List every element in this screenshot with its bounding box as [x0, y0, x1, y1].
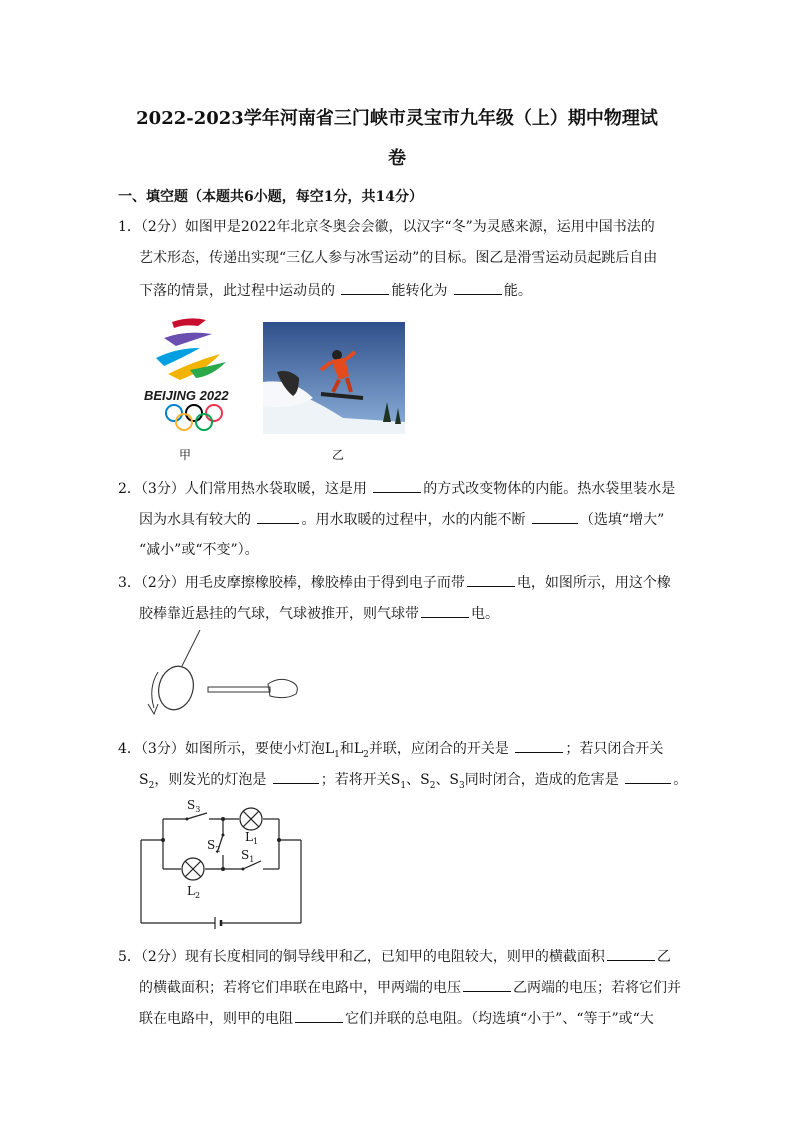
- answer-blank[interactable]: [467, 572, 515, 587]
- page-title-line2: 卷: [388, 148, 406, 169]
- question-text: 如图甲是2022年北京冬奥会会徽，以汉字“冬”为灵感来源，运用中国书法的: [184, 219, 655, 235]
- subscript: 1: [334, 749, 340, 760]
- question-text: 联在电路中，则甲的电阻: [139, 1011, 293, 1027]
- motion-arc: [152, 672, 158, 708]
- question-4-line1: [118, 738, 663, 765]
- label-l1: $L_1$: [245, 830, 259, 846]
- question-1-line2: 艺术形态，传递出实现“三亿人参与冰雪运动”的目标。图乙是滑雪运动员起跳后自由: [139, 250, 658, 266]
- question-text: （选填“增大”: [579, 512, 665, 528]
- balloon-icon: [154, 662, 198, 713]
- question-text: 如图所示，要使小灯泡L: [184, 741, 335, 757]
- label-s2: $S_2$: [207, 838, 221, 854]
- question-text: 乙: [656, 949, 671, 965]
- page-title: 2022-2023学年河南省三门峡市灵宝市九年级（上）期中物理试: [136, 108, 658, 129]
- question-text: 它们并联的总电阻。（均选填“小于”、“等于”或“大: [345, 1011, 654, 1027]
- question-number: 4．（3分）: [118, 741, 185, 757]
- balloon-rod-figure: [140, 628, 310, 723]
- subscript: 2: [148, 780, 155, 791]
- question-3-line2: [139, 603, 499, 624]
- question-text: 现有长度相同的铜导线甲和乙，已知甲的电阻较大，则甲的横截面积: [184, 949, 605, 965]
- rubber-rod: [208, 687, 270, 692]
- subscript: 2: [429, 780, 436, 791]
- subscript: 1: [400, 780, 407, 791]
- question-text: 因为水具有较大的: [139, 512, 251, 528]
- answer-blank[interactable]: [463, 977, 511, 992]
- question-number: 3．（2分）: [118, 575, 185, 591]
- circuit-diagram: [135, 795, 310, 930]
- label-s1: $S_1$: [241, 848, 255, 864]
- question-text: 乙两端的电压；若将它们并: [513, 980, 681, 996]
- question-text: 能。: [503, 283, 532, 299]
- question-text: 。用水取暖的过程中，水的内能不断: [301, 512, 526, 528]
- question-text: 下落的情景，此过程中运动员的: [139, 283, 335, 299]
- question-text: S: [139, 772, 149, 788]
- question-2-line2: [139, 509, 664, 530]
- answer-blank[interactable]: [454, 280, 502, 295]
- question-text: 胶棒靠近悬挂的气球，气球被推开，则气球带: [139, 606, 419, 622]
- question-text: 人们常用热水袋取暖，这是用: [184, 481, 367, 497]
- question-1-line3: [139, 280, 532, 301]
- answer-blank[interactable]: [341, 280, 389, 295]
- figure-caption-a: 甲: [179, 448, 192, 462]
- question-text: ；若将开关S: [320, 772, 401, 788]
- question-text: 电。: [471, 606, 499, 622]
- question-5-line3: [139, 1008, 654, 1029]
- section-heading: 一、填空题（本题共6小题，每空1分，共14分）: [118, 189, 423, 205]
- olympic-rings: [166, 405, 222, 430]
- answer-blank[interactable]: [421, 603, 469, 618]
- question-text: 和L: [339, 741, 364, 757]
- question-4-line2: [139, 769, 687, 796]
- question-text: 电，如图所示，用这个橡: [516, 575, 671, 591]
- question-text: 同时闭合，造成的危害是: [464, 772, 619, 788]
- answer-blank[interactable]: [257, 509, 299, 524]
- answer-blank[interactable]: [607, 946, 655, 961]
- answer-blank[interactable]: [295, 1008, 343, 1023]
- question-number: 5．（2分）: [118, 949, 185, 965]
- suspension-string: [182, 630, 200, 666]
- subscript: 2: [363, 749, 369, 760]
- question-text: 、S: [435, 772, 460, 788]
- answer-blank[interactable]: [625, 769, 671, 784]
- question-3-line1: [118, 572, 671, 593]
- question-5-line2: [139, 977, 681, 998]
- hand-icon: [268, 679, 297, 697]
- question-text: 能转化为: [391, 283, 448, 299]
- answer-blank[interactable]: [273, 769, 319, 784]
- figure-caption-b: 乙: [332, 448, 345, 462]
- answer-blank[interactable]: [515, 738, 563, 753]
- question-2-line3: “减小”或“不变”）。: [139, 542, 259, 558]
- question-text: 并联，应闭合的开关是: [368, 741, 509, 757]
- question-number: 2．（3分）: [118, 481, 185, 497]
- emblem-stroke-purple: [164, 333, 212, 346]
- snowboarder-photo: [263, 322, 405, 434]
- emblem-wordmark: BEIJING 2022: [144, 388, 229, 403]
- answer-blank[interactable]: [532, 509, 578, 524]
- subscript: 3: [459, 780, 465, 791]
- question-1-line1: [118, 217, 655, 237]
- answer-blank[interactable]: [373, 478, 421, 493]
- label-l2: $L_2$: [187, 884, 201, 900]
- question-text: 。: [673, 772, 688, 788]
- question-text: ，则发光的灯泡是: [154, 772, 267, 788]
- beijing-2022-emblem: [140, 314, 250, 436]
- question-2-line1: [118, 478, 675, 499]
- emblem-stroke-red: [172, 318, 206, 328]
- question-number: 1．（2分）: [118, 219, 185, 235]
- question-text: 的方式改变物体的内能。热水袋里装水是: [423, 481, 676, 497]
- question-5-line1: [118, 946, 671, 967]
- question-text: ；若只闭合开关: [565, 741, 664, 757]
- question-text: 用毛皮摩擦橡胶棒，橡胶棒由于得到电子而带: [184, 575, 465, 591]
- label-s3: $S_3$: [187, 798, 201, 814]
- question-text: 、S: [406, 772, 430, 788]
- question-text: 的横截面积；若将它们串联在电路中，甲两端的电压: [139, 980, 461, 996]
